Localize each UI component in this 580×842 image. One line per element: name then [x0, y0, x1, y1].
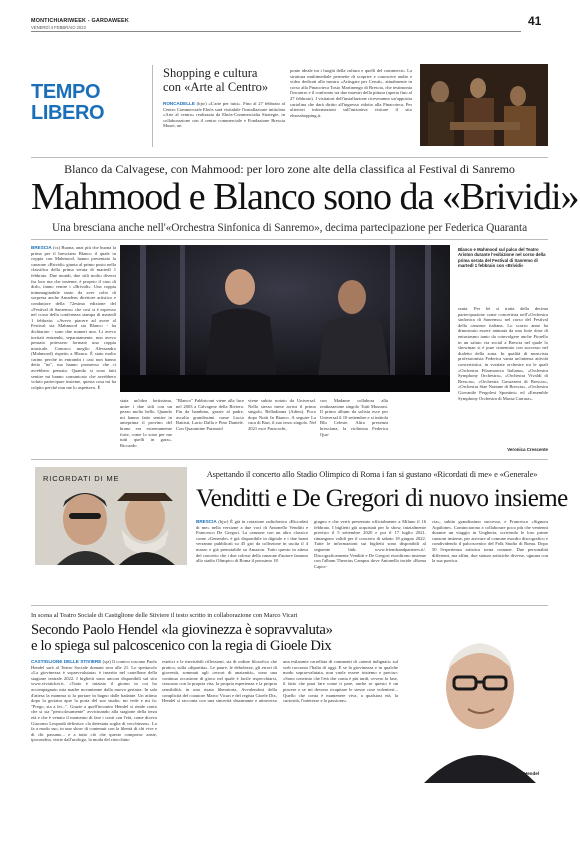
main-col3	[176, 398, 244, 452]
third-headline	[31, 622, 401, 654]
main-col6-text: ranta. Per lei si tratta della decima partecipazione come concertista nell'«Orchestra sinfonica di Sanremo» nel corso del Festival della canzone italiana. Lo scorso anno ha dimostrato essere animata da una forte dose di entusiasmo tanto da coinvolgere anche Fiorello in un saluto via social a Brescia nel quale lo showman si è pure cimentato con successo nel dialetto della zona. In qualità di musicista professionista Federica vanta un'intensa attività concertistica, in svariate orchestre tra le quali «Orchestra Filarmonica Italiana», «Orchestra Symphony Orchestra», «Orchestra Vivaldi di Brescia», «Orchestra Gavazzeni di Brescia», «Orchestra Siae Nonnne di Brescia», «Orchestra Giovanile Pergolesi Spontini» ed «Ensemble Symphony Orchestra di Massa Carrara».	[458, 306, 548, 401]
issue-date: VENERDÌ 4 FEBBRAIO 2022	[31, 25, 86, 30]
main-col2	[120, 398, 172, 452]
section-divider	[152, 65, 153, 147]
second-headline: Venditti e De Gregori di nuovo insieme	[196, 485, 568, 512]
top-story-col1	[163, 101, 285, 153]
second-col1-text: È già in rotazione radiofonica «Ricordati di me» nella versione a due voci di Antonello Venditti e Francesco De Gregori. La canzone con un altro classico come «Generale» è già disponibile in digitale e i due brani verranno pubblicati su 45 giri da collezione in uscita il 4 marzo e già prenotabile su Amazon. Tutto questo in attesa del concerto che i due colossi della canzone d'autore faranno allo stadio Olimpico di Roma il prossimo 18	[196, 519, 308, 564]
hendel-caption: Paolo Hendel	[510, 771, 540, 776]
main-col5	[320, 398, 388, 452]
main-col5-text: con Madame collabora alla realizzazione singolo Tutti Mussoni. Il primo album da solista esce per Universal il 10 settembre e si intitola Blu Celeste. Altra presenza bresciana, la violinista Federica Qua-	[320, 398, 388, 437]
top-story-bottom-rule	[31, 157, 548, 158]
main-col3-text: "Blanco" Fabbriconi viene alla luce nel 2003 a Calvagese della Riviera. Fin da bambino, grazie al padre, ascolta grandissimi come Lucio Battisti, Lucio Dalla e Pino Daniele. Con Quarantine Paranoid	[176, 398, 244, 431]
main-dateline: BRESCIA	[31, 245, 52, 250]
third-dateline: CASTIGLIONE DELLE STIVIERE	[31, 659, 102, 664]
main-headline: Mahmood e Blanco sono da «Brividi»	[31, 176, 579, 218]
second-col1	[196, 519, 308, 599]
stage-illustration	[120, 245, 450, 392]
second-col2	[314, 519, 426, 599]
hendel-photo	[406, 615, 548, 783]
second-story-bottom-rule	[31, 605, 548, 606]
section-title	[31, 82, 104, 124]
main-byline: (cs)	[53, 245, 60, 250]
second-col3	[432, 519, 548, 599]
section-title-line2: LIBERO	[31, 102, 105, 124]
second-col3-text: cia», subito grandissimo successo, e Francesco «Signora Aquilone». Cominciarono a collaborare poco più che ventenni durante un viaggio in Ungheria, scrivendo le loro prime canzoni insieme, per arrivare al comune esordio discografico e condividendo il palcoscenico del Folk Studio di Roma. Dopo 50 l'esperienza artistica torna comune. Due personalità differenti, ma affini, due stature artistiche diverse, ognuna con la sua poetica.	[432, 519, 548, 564]
publication-name: MONTICHIARIWEEK - GARDAWEEK	[31, 18, 129, 24]
album-title: RICORDATI DI ME	[43, 474, 120, 483]
third-col1-text: Il comico toscano Paolo Hendel sarà al Teatro Sociale domani sera alle 21. Lo spettacolo «La giovinezza è sopravvalutata» è inserito nel cartellone della stagione teatrale 2022. I biglietti sono ancora disponibili sul sito www.vivaticket.it. «Tutto è iniziato il giorno in cui ho accompagnato mia madre novantenne dalla nuova geriatra. In sala d'attesa la mamma si fa portare in bagno dalle badante. Un attimo dopo la geriatra apre la porta del suo studio, mi vede e mi fa: "Prego, sta a lei...". Grazie a quell'incontro Hendel si rende conto che si sta "pericolosamente" avvicinando alla stagione della terza età e che è venuto il momento di fare i conti con l'età, come diceva Giacomo Leopardi definisce «la detestata soglia di vecchiezza». Lo fa a modo suo, in uno show di contenuti con la libertà di chi vive e di chi passano... e a tutto ciò che questo comporta: ansie, ipocondria, visite dall'urologo, la moda del ritocchino	[31, 659, 157, 743]
album-cover	[35, 467, 187, 565]
section-title-line1: TEMPO	[31, 81, 101, 103]
second-dateline: BRESCIA	[196, 519, 217, 524]
main-col4	[248, 398, 316, 452]
top-story-title-line1: Shopping e cultura	[163, 66, 258, 80]
painting-image	[420, 64, 548, 146]
third-col2-text: estetici e le inevitabili riflessioni, sia di ordine filosofico che pratico, sulla «dipartita». Le paure, le debolezze, gli errori di gioventù, sommati agli «errori di anzianità», sono una continua occasione di gioco nel quale è facile rispecchiarsi, ciascuno con la propria vita, la propria esperienza e la propria sensibilità, in una risata liberatoria. Avvalendosi della complicità del coautore Marco Vicari e del regista Gioele Dix, Hendel si racconta con una sincerità disarmante e attraverso una esilarante carrellata di commenti di «utenti indignati» sul web racconta l'Italia di oggi. E se la giovinezza e in qualche modo sopravvalutata, non vuole essere tristemo e preciso: «Sono convinto che l'età che conta è più tardi, ovvero la fase, il fatto che puoi fare come ti pare, anche se questo è un piacere e se mi devono ricapitare le stesse cose volentieri... Quello che conta è mantenere viva, a qualsiasi età, la curiosità, l'interesse e la passione».	[162, 659, 398, 704]
main-col2-text: stata un'idea fortissima, unire i due stili con un pezzo molto bello. Quando mi hanno fatto sentire in anteprima il provino del brano era estremamente forte, come lo sono per me tutti quelli in gara». Riccardo	[120, 398, 172, 448]
third-kicker: In scena al Teatro Sociale di Castiglione delle Stiviere il testo scritto in collaborazione con Marco Vicari	[31, 612, 298, 619]
main-col4-text: viene subito notato da Universal. Nello stesso mese arriva il primo singolo, Belladonna (Adieu). Poco dopo Notti In Bianco. A seguire La cura di Bari, il suo terzo singolo. Nel 2021 esce Paracochi,	[248, 398, 316, 431]
main-subhead-rule	[31, 239, 548, 240]
third-byline: (sja)	[102, 659, 111, 664]
second-kicker: Aspettando il concerto allo Stadio Olimpico di Roma i fan si gustano «Ricordati di me» e «Generale»	[206, 470, 538, 479]
main-signature: Veronica Crescente	[507, 447, 548, 452]
page-number: 41	[528, 14, 542, 28]
top-story-col2	[290, 68, 412, 153]
third-headline-line1: Secondo Paolo Hendel «la giovinezza è sopravvaluta»	[31, 622, 333, 638]
main-kicker: Blanco da Calvagese, con Mahmood: per loro zone alte della classifica al Festival di Sanremo	[64, 162, 515, 176]
main-col1	[31, 245, 116, 452]
top-story-byline: (bjw)	[196, 101, 207, 106]
second-col2-text: giugno e che verrà presentato ufficialmente a Milano il 16 febbraio. I biglietti già acquistati per lo show, inizialmente previsto il 5 settembre 2020 e poi il 17 luglio 2021, rimangono validi per il concerto di sabato 18 giugno 2022. Tutte le informazioni sui biglietti sono disponibili al seguente link: www.friendsandpartners.it/. Discograficamente Venditti e De Gregori esordirono insieme con l'album Theorius Campus dove Antonello incide «Roma Capoc-	[314, 519, 426, 569]
top-story-dateline: RONCADELLE	[163, 101, 195, 106]
top-story-title	[163, 66, 268, 94]
main-story-bottom-rule	[31, 459, 548, 460]
painting-illustration	[420, 64, 548, 146]
third-headline-line2: e lo spiega sul palcoscenico con la regia di Gioele Dix	[31, 638, 332, 654]
top-story-title-line2: con «Arte al Centro»	[163, 80, 269, 94]
main-col1-text: Buona, anzi più che buona la prima per il bresciano Blanco il quale in coppia con Mahmood, hanno presentato la canzone «Brividi» giunta al primo posto nella classifica della prima serata di martedì 1 febbraio. Due mondi, due stili molto diversi fra loro ma che insieme, è proprio il caso di dirlo, fanno venire i «Brividi». Una coppia inimmaginabile tanto da aver colto di sorpresa anche Amadeus direttore artistico e conduttore della 72esima edizione del «Festival di Sanremo» che così si è espresso nel corso della conferenza stampa di martedì 1 febbraio: «Avevo piacere ad avere al Festival sia Mahmood sia Blanco - ha dichiarato - sono due numeri uno. Li avevo invitati entrambi, separatamente, non avevo pensato potessero formare una coppia musicale. Conosco meglio Alessandro (Mahmood) rispetto a Blanco. È stato molto carino perché in entrambi i casi non hanno detto "no", ma hanno promesso che ci avrebbero pensato. Quando si sono fatti sentire mi hanno comunicato che avrebbero voluto partecipare insieme, questa cosa mi ha colpito perché non me lo aspettavo. È	[31, 245, 116, 390]
main-col6	[458, 306, 548, 446]
third-col1	[31, 659, 157, 777]
top-story-col2-text: ponte ideale tra i luoghi della cultura e quelli del commercio. La struttura multimediale permette di scoprire e conoscere audio e video dedicati alla mostra «Artisgate per Ceruti», attualmente in corso alla Pinacoteca Tosio Martinengo di Brescia, che testimonia l'incontro e il confronto tra due maestri della pittura (aperta fino al 27 febbraio). I visitatori dell'installazione riceveranno un'apposita cartolina che darà diritto all'ingresso ridotto alla Pinacoteca. Per ulteriori informazioni sull'iniziativa visitare il sito elnosshopping.it.	[290, 68, 412, 118]
main-subhead: Una bresciana anche nell'«Orchestra Sinfonica di Sanremo», decima partecipazione per Federica Quaranta	[51, 222, 528, 234]
stage-photo	[120, 245, 450, 392]
second-byline: (bjw)	[218, 519, 229, 524]
main-caption-text: Blanco e Mahmood sul palco del Teatro Ariston durante l'esibizione nel corso della prima serata del Festival di Sanremo di martedì 1 febbraio con «Brividi»	[458, 247, 546, 269]
hendel-illustration	[406, 615, 548, 783]
third-col2	[162, 659, 398, 777]
header-rule	[31, 31, 521, 32]
top-story-col1-text: «L'arte per tutti». Fino al 27 febbraio al Centro Commerciale Elnòs sarà visitabile l'installazione intitolata «Arte al centro» realizzata da Elnòs-Commercialia Strategie, in collaborazione con il centro commerciale e Fondazione Brescia Musei, un	[163, 101, 285, 129]
main-caption	[458, 247, 548, 281]
